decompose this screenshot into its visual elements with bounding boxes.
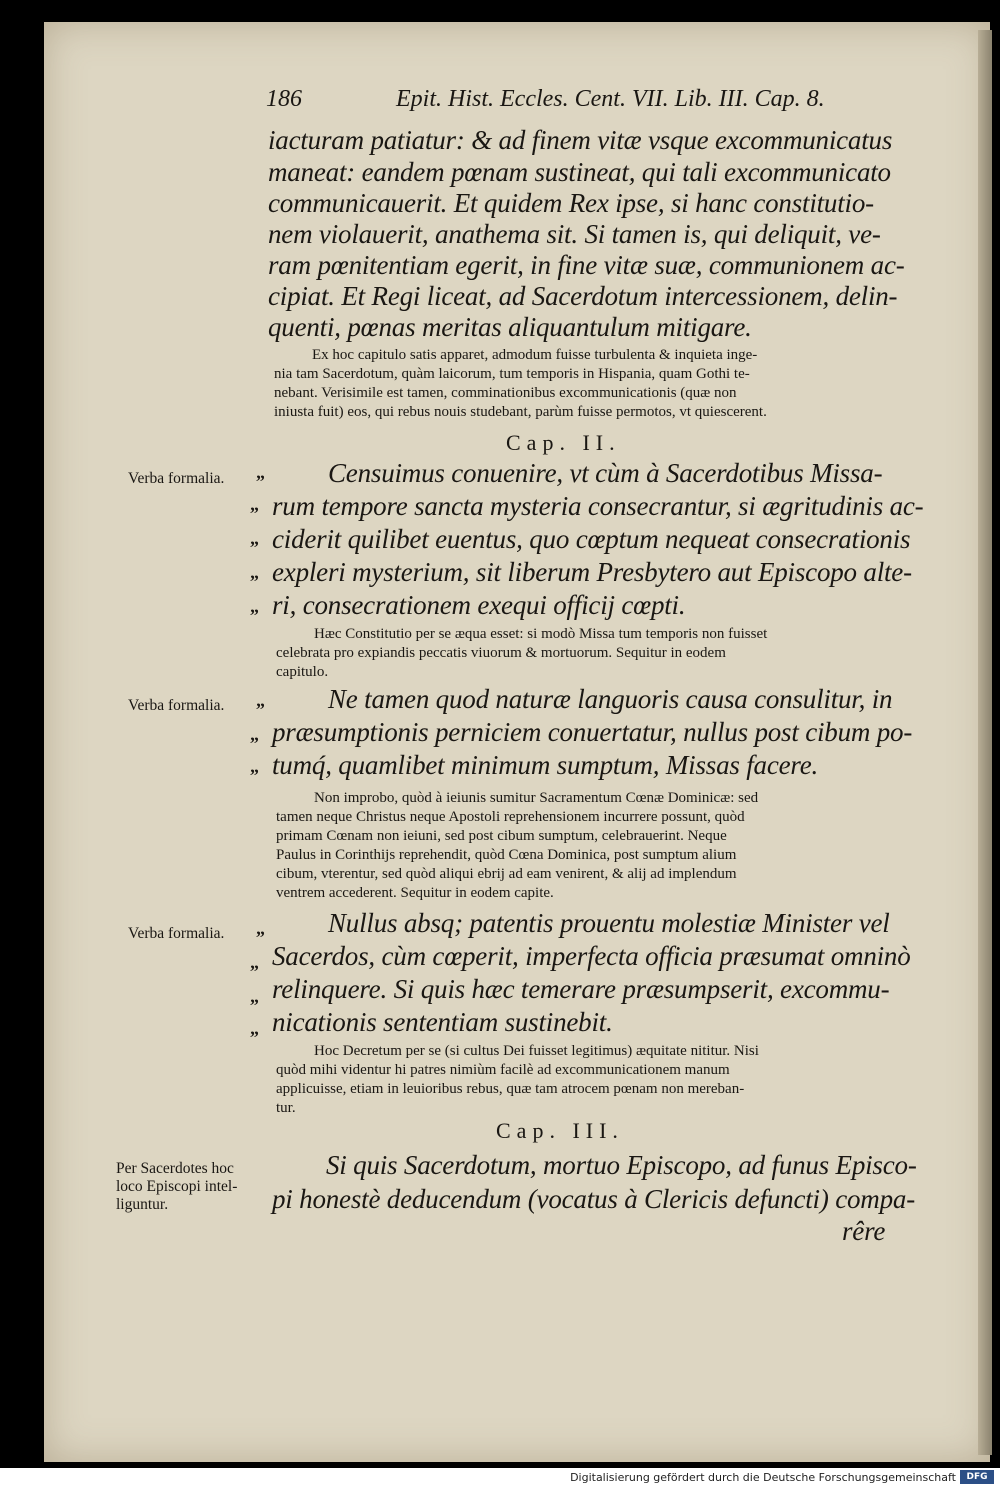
page-number: 186	[266, 86, 302, 112]
chapter-heading: Cap. III.	[496, 1118, 624, 1143]
catchword: rêre	[842, 1216, 886, 1246]
text-line: cipiat. Et Regi liceat, ad Sacerdotum intercessionem, delin-	[268, 281, 898, 311]
text-line: iacturam patiatur: & ad finem vitæ vsque excommunicatus	[268, 125, 893, 155]
running-title: Epit. Hist. Eccles. Cent. VII. Lib. III. Cap. 8.	[396, 86, 825, 112]
text-line: Ne tamen quod naturæ languoris causa consulitur, in	[328, 684, 893, 714]
commentary-line: quòd mihi videntur hi patres nimiùm facilè ad excommunicationem manum	[276, 1062, 730, 1078]
dfg-logo-icon: DFG	[960, 1470, 994, 1484]
margin-note: Verba formalia.	[128, 470, 225, 487]
text-line: tumq́, quamlibet minimum sumptum, Missas facere.	[272, 750, 819, 780]
text-line: Si quis Sacerdotum, mortuo Episcopo, ad funus Episco-	[326, 1150, 917, 1180]
text-line: ciderit quilibet euentus, quo cœptum nequeat consecrationis	[272, 524, 911, 554]
text-line: nicationis sententiam sustinebit.	[272, 1007, 613, 1037]
text-line: nem violauerit, anathema sit. Si tamen is, qui deliquit, ve-	[268, 219, 881, 249]
footer-bar	[0, 1468, 1000, 1487]
commentary-line: cibum, vterentur, sed quòd aliqui ebrij ad eam venirent, & alij ad implendum	[276, 866, 737, 882]
quote-mark: „	[250, 596, 259, 616]
quote-mark: „	[250, 562, 259, 582]
text-line: communicauerit. Et quidem Rex ipse, si hanc constitutio-	[268, 188, 874, 218]
commentary-line: tur.	[276, 1100, 296, 1116]
text-line: Nullus absq; patentis prouentu molestiæ Minister vel	[328, 908, 890, 938]
commentary-line: tamen neque Christus neque Apostoli reprehensionem incurrere possunt, quòd	[276, 809, 745, 825]
funding-notice: Digitalisierung gefördert durch die Deutsche Forschungsgemeinschaft	[570, 1471, 956, 1484]
commentary-line: Hoc Decretum per se (si cultus Dei fuisset legitimus) æquitate nititur. Nisi	[314, 1043, 759, 1059]
quote-mark: „	[250, 724, 259, 744]
commentary-line: Paulus in Corinthijs reprehendit, quòd Cœna Dominica, post sumptum alium	[276, 847, 737, 863]
text-line: maneat: eandem pœnam sustineat, qui tali excommunicato	[268, 157, 891, 187]
text-line: ram pœnitentiam egerit, in fine vitæ suæ, communionem ac-	[268, 250, 905, 280]
text-line: pi honestè deducendum (vocatus à Clericis defuncti) compa-	[272, 1184, 915, 1214]
commentary-line: Ex hoc capitulo satis apparet, admodum fuisse turbulenta & inquieta inge-	[312, 347, 758, 363]
commentary-line: primam Cœnam non ieiuni, sed post cibum sumptum, celebrauerint. Neque	[276, 828, 727, 844]
chapter-heading: Cap. II.	[506, 430, 621, 455]
quote-mark: „	[256, 462, 265, 482]
commentary-line: ventrem accederent. Sequitur in eodem capite.	[276, 885, 554, 901]
text-line: quenti, pœnas meritas aliquantulum mitigare.	[268, 312, 752, 342]
margin-note: liguntur.	[116, 1196, 169, 1213]
margin-note: Verba formalia.	[128, 925, 225, 942]
commentary-line: nebant. Verisimile est tamen, comminationibus excommunicationis (quæ non	[274, 385, 737, 401]
margin-note: loco Episcopi intel-	[116, 1178, 238, 1195]
text-line: præsumptionis perniciem conuertatur, nullus post cibum po-	[272, 717, 913, 747]
text-line: rum tempore sancta mysteria consecrantur, si ægritudinis ac-	[272, 491, 924, 521]
commentary-line: capitulo.	[276, 664, 329, 680]
commentary-line: Hæc Constitutio per se æqua esset: si modò Missa tum temporis non fuisset	[314, 626, 768, 642]
quote-mark: „	[250, 952, 259, 972]
margin-note: Per Sacerdotes hoc	[116, 1160, 234, 1177]
quote-mark: „	[250, 494, 259, 514]
text-line: ri, consecrationem exequi officij cœpti.	[272, 590, 686, 620]
quote-mark: „	[256, 690, 265, 710]
commentary-line: celebrata pro expiandis peccatis viuorum & mortuorum. Sequitur in eodem	[276, 645, 726, 661]
quote-mark: „	[250, 756, 259, 776]
text-line: Censuimus conuenire, vt cùm à Sacerdotibus Missa-	[328, 458, 883, 488]
page-edge	[978, 30, 992, 1455]
quote-mark: „	[250, 528, 259, 548]
quote-mark: „	[256, 918, 265, 938]
text-line: expleri mysterium, sit liberum Presbytero aut Episcopo alte-	[272, 557, 912, 587]
commentary-line: nia tam Sacerdotum, quàm laicorum, tum temporis in Hispania, quam Gothi te-	[274, 366, 750, 382]
commentary-line: applicuisse, etiam in leuioribus rebus, quæ tam atrocem pœnam non mereban-	[276, 1081, 745, 1097]
commentary-line: Non improbo, quòd à ieiunis sumitur Sacramentum Cœnæ Dominicæ: sed	[314, 790, 759, 806]
commentary-line: iniusta fuit) eos, qui rebus nouis studebant, parùm fuisse permotos, vt quiescerent.	[274, 404, 767, 420]
margin-note: Verba formalia.	[128, 697, 225, 714]
text-line: Sacerdos, cùm cœperit, imperfecta officia præsumat omninò	[272, 941, 911, 971]
quote-mark: „	[250, 986, 259, 1006]
text-line: relinquere. Si quis hæc temerare præsumpserit, excommu-	[272, 974, 890, 1004]
quote-mark: „	[250, 1018, 259, 1038]
